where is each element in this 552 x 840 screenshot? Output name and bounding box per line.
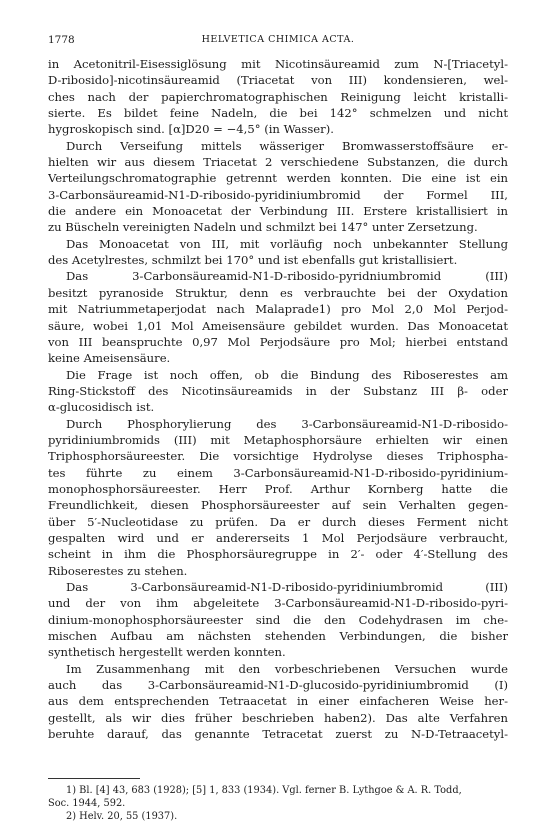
- page-number: 1778: [48, 34, 75, 46]
- text-line: Durch Phosphorylierung des 3-Carbonsäureamid-N1-D-ribosido-: [66, 416, 508, 431]
- text-line: Die Frage ist noch offen, ob die Bindung des Riboserestes am: [66, 367, 508, 382]
- text-line: Durch Verseifung mittels wässeriger Bromwasserstoffsäure er-: [66, 138, 508, 153]
- text-line: gestellt, als wir dies früher beschrieben haben2). Das alte Verfahren: [48, 710, 508, 725]
- text-line: mischen Aufbau am nächsten stehenden Verbindungen, die bisher: [48, 629, 508, 644]
- text-line: keine Ameisensäure.: [48, 351, 171, 366]
- text-line: Riboserestes zu stehen.: [48, 563, 188, 578]
- text-line: von III beanspruchte 0,97 Mol Perjodsäure pro Mol; hierbei entstand: [48, 334, 508, 349]
- footnotes: [48, 784, 508, 824]
- footnote: 2) Helv. 20, 55 (1937).: [66, 811, 178, 823]
- page-header: [48, 34, 508, 50]
- text-line: dinium-monophosphorsäureester sind die den Codehydrasen im che-: [48, 612, 508, 627]
- footnote: 1) Bl. [4] 43, 683 (1928); [5] 1, 833 (1934). Vgl. ferner B. Lythgoe & A. R. Todd,: [66, 785, 462, 796]
- text-line: Verteilungschromatographie getrennt werden konnten. Die eine ist ein: [48, 171, 508, 186]
- text-line: 3-Carbonsäureamid-N1-D-ribosido-pyridiniumbromid der Formel III,: [48, 187, 508, 202]
- text-line: in Acetonitril-Eisessiglösung mit Nicotinsäureamid zum N-[Triacetyl-: [48, 57, 508, 71]
- text-line: säure, wobei 1,01 Mol Ameisensäure gebildet wurden. Das Monoacetat: [48, 318, 508, 333]
- text-line: Freundlichkeit, diesen Phosphorsäureester auf sein Verhalten gegen-: [48, 498, 508, 513]
- text-line: auch das 3-Carbonsäureamid-N1-D-glucosido-pyridiniumbromid (I): [48, 678, 508, 693]
- text-line: Ring-Stickstoff des Nicotinsäureamids in der Substanz III β- oder: [48, 383, 508, 398]
- text-line: Das 3-Carbonsäureamid-N1-D-ribosido-pyridniumbromid (III): [66, 269, 508, 284]
- text-line: Das 3-Carbonsäureamid-N1-D-ribosido-pyridiniumbromid (III): [66, 580, 508, 594]
- text-line: Triphosphorsäureester. Die vorsichtige Hydrolyse dieses Triphospha-: [48, 449, 508, 464]
- running-head: HELVETICA CHIMICA ACTA.: [201, 34, 355, 45]
- text-line: aus dem entsprechenden Tetraacetat in einer einfacheren Weise her-: [48, 694, 508, 709]
- text-line: sierte. Es bildet feine Nadeln, die bei 142° schmelzen und nicht: [48, 106, 508, 121]
- text-line: Im Zusammenhang mit den vorbeschriebenen Versuchen wurde: [66, 661, 508, 676]
- text-line: pyridiniumbromids (III) mit Metaphosphorsäure erhielten wir einen: [48, 432, 508, 447]
- text-line: über 5′-Nucleotidase zu prüfen. Da er durch dieses Ferment nicht: [48, 514, 508, 529]
- text-line: ches nach der papierchromatographischen Reinigung leicht kristalli-: [48, 89, 508, 104]
- text-line: und der von ihm abgeleitete 3-Carbonsäureamid-N1-D-ribosido-pyri-: [48, 596, 508, 611]
- text-line: beruhte darauf, das genannte Tetracetat zuerst zu N-D-Tetraacetyl-: [48, 727, 508, 742]
- text-line: monophosphorsäureester. Herr Prof. Arthur Kornberg hatte die: [48, 481, 508, 496]
- text-line: scheint in ihm die Phosphorsäuregruppe in 2′- oder 4′-Stellung des: [48, 547, 508, 562]
- text-line: die andere ein Monoacetat der Verbindung III. Erstere kristallisiert in: [48, 204, 508, 219]
- footnote-rule: [48, 778, 140, 779]
- text-line: α-glucosidisch ist.: [48, 400, 155, 415]
- text-line: des Acetylrestes, schmilzt bei 170° und ist ebenfalls gut kristallisiert.: [48, 253, 458, 268]
- text-line: D-ribosido]-nicotinsäureamid (Triacetat von III) kondensieren, wel-: [48, 73, 508, 88]
- text-line: besitzt pyranoside Struktur, denn es verbrauchte bei der Oxydation: [48, 285, 508, 300]
- text-line: synthetisch hergestellt werden konnten.: [48, 645, 286, 660]
- text-line: hygroskopisch sind. [α]D20 = −4,5° (in Wasser).: [48, 122, 334, 137]
- text-line: tes führte zu einem 3-Carbonsäureamid-N1-D-ribosido-pyridinium-: [48, 465, 508, 480]
- text-line: zu Büscheln vereinigten Nadeln und schmilzt bei 147° unter Zersetzung.: [48, 220, 478, 235]
- text-line: Das Monoacetat von III, mit vorläufig noch unbekannter Stellung: [66, 236, 508, 251]
- text-line: hielten wir aus diesem Triacetat 2 verschiedene Substanzen, die durch: [48, 155, 508, 170]
- body-text: [48, 56, 508, 742]
- footnote-continuation: Soc. 1944, 592.: [48, 798, 126, 810]
- text-line: mit Natriummetaperjodat nach Malaprade1) pro Mol 2,0 Mol Perjod-: [48, 302, 508, 317]
- text-line: gespalten wird und er andererseits 1 Mol Perjodsäure verbraucht,: [48, 530, 508, 545]
